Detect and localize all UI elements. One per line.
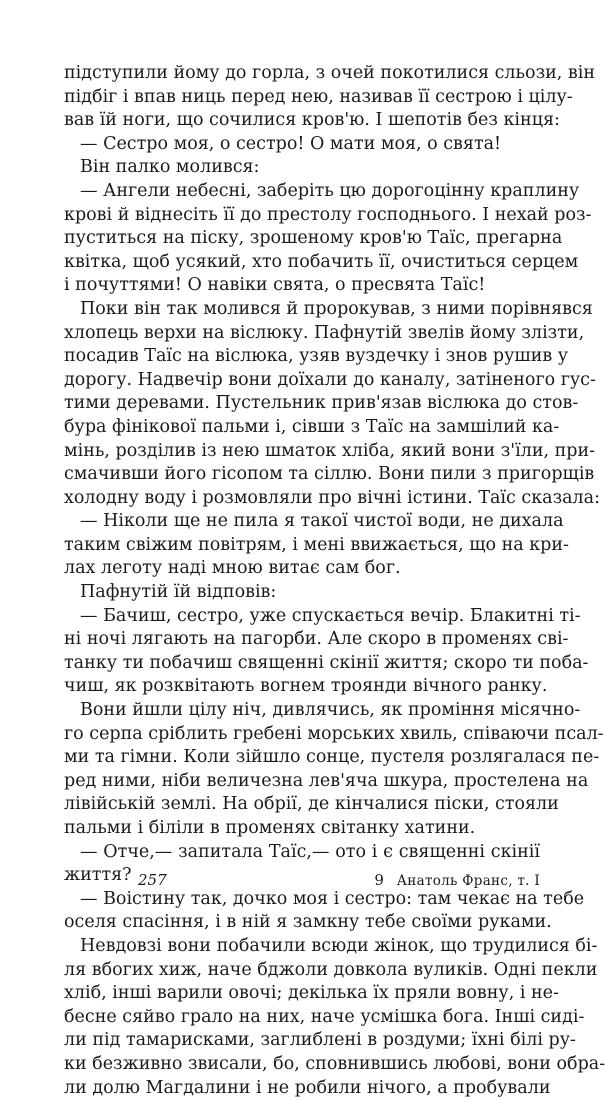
text-line: го серпа сріблить гребені морських хвиль, співаючи псал- (64, 723, 604, 744)
signature-mark (374, 868, 540, 893)
text-line: пальми і біліли в променях світанку хатини. (64, 818, 476, 838)
text-line: лівійській землі. На обрії, де кінчалися піски, стояли (64, 794, 559, 815)
text-block (64, 62, 605, 1100)
text-line: ми та гімни. Коли зійшло сонце, пустеля розлягалася пе- (64, 747, 600, 768)
text-line: Невдовзі вони побачили всюди жінок, що трудилися бі- (80, 935, 598, 956)
text-line: — Бачиш, сестро, уже спускається вечір. Блакитні ті- (80, 605, 581, 626)
text-line: ли долю Магдалини і не робили нічого, а пробували (64, 1077, 551, 1098)
text-line: холодну воду і розмовляли про вічні істини. Таїс сказала: (64, 487, 600, 508)
signature-number: 9 (374, 871, 385, 889)
text-line: квітка, щоб усякий, хто побачить її, очиститься серцем (64, 251, 579, 272)
text-line: ля вбогих хиж, наче бджоли довкола вуликів. Одні пекли (64, 959, 598, 980)
text-line: і почуттями! О навіки свята, о пресвята Таїс! (64, 275, 486, 296)
text-line: Поки він так молився й пророкував, з ними порівнявся (80, 298, 593, 319)
text-line: — Ніколи ще не пила я такої чистої води, не дихала (80, 511, 564, 532)
text-line: ред ними, ніби величезна лев'яча шкура, простелена на (64, 770, 589, 791)
text-line: — Отче,— запитала Таїс,— ото і є священні скінії (80, 841, 540, 862)
text-line: тими деревами. Пустельник прив'язав віслюка до стов- (64, 393, 579, 414)
text-line: підступили йому до горла, з очей покотилися сльози, він (64, 63, 596, 83)
text-line: пуститься на піску, зрошеному кров'ю Таїс, прегарна (64, 228, 563, 249)
text-line: чиш, як розквітають вогнем троянди вічного ранку. (64, 676, 548, 697)
text-line: бесне сяйво грало на них, наче усмішка бога. Інші сиді- (64, 1006, 585, 1027)
text-line: ні ночі лягають на пагорби. Але скоро в променях сві- (64, 629, 569, 650)
text-line: таким свіжим повітрям, і мені ввижається, що на кри- (64, 534, 569, 555)
text-line: хлопець верхи на віслюку. Пафнутій звелів йому злізти, (64, 322, 585, 343)
text-line: смачивши його гісопом та сіллю. Вони пили з пригорщів (64, 464, 595, 485)
text-line: ли під тамарисками, заглиблені в роздуми; їхні білі ру- (64, 1030, 576, 1051)
text-line: хліб, інші варили овочі; декілька їх пряли вовну, і не- (64, 983, 559, 1004)
text-line: танку ти побачиш священні скінії життя; скоро ти поба- (64, 652, 589, 673)
text-line: посадив Таїс на віслюка, узяв вуздечку і знов рушив у (64, 346, 569, 367)
text-line: Пафнутій їй відповів: (80, 582, 277, 603)
page-body (64, 62, 605, 1100)
text-line: Вони йшли цілу ніч, дивлячись, як проміння місячно- (80, 700, 581, 721)
page-footer (64, 868, 540, 892)
text-line: лах леготу наді мною витає сам бог. (64, 558, 401, 579)
text-line: життя? (64, 865, 132, 886)
text-line: — Сестро моя, о сестро! О мати моя, о свята! (80, 133, 502, 154)
text-line: вав їй ноги, що сочилися кров'ю. І шепотів без кінця: (64, 110, 560, 131)
text-line: бура фінікової пальми і, сівши з Таїс на замшілий ка- (64, 416, 560, 437)
text-line: Він палко молився: (80, 157, 260, 178)
text-line: підбіг і впав ниць перед нею, називав її сестрою і цілу- (64, 86, 573, 107)
text-line: — Воістину так, дочко моя і сестро: там чекає на тебе (80, 888, 585, 909)
text-line: оселя спасіння, і в ній я замкну тебе своїми руками. (64, 912, 552, 933)
text-line: мінь, розділив із нею шматок хліба, який вони з'їли, при- (64, 440, 596, 461)
signature-text: Анатоль Франс, т. І (396, 873, 540, 889)
text-line: ки безживно звисали, бо, сповнившись любові, вони обра- (64, 1053, 605, 1074)
text-line: дорогу. Надвечір вони доїхали до каналу, затіненого гус- (64, 369, 596, 390)
text-line: крові й віднесіть її до престолу господнього. І нехай роз- (64, 204, 592, 225)
page-number: 257 (138, 871, 167, 889)
text-line: — Ангели небесні, заберіть цю дорогоцінну краплину (80, 180, 580, 201)
